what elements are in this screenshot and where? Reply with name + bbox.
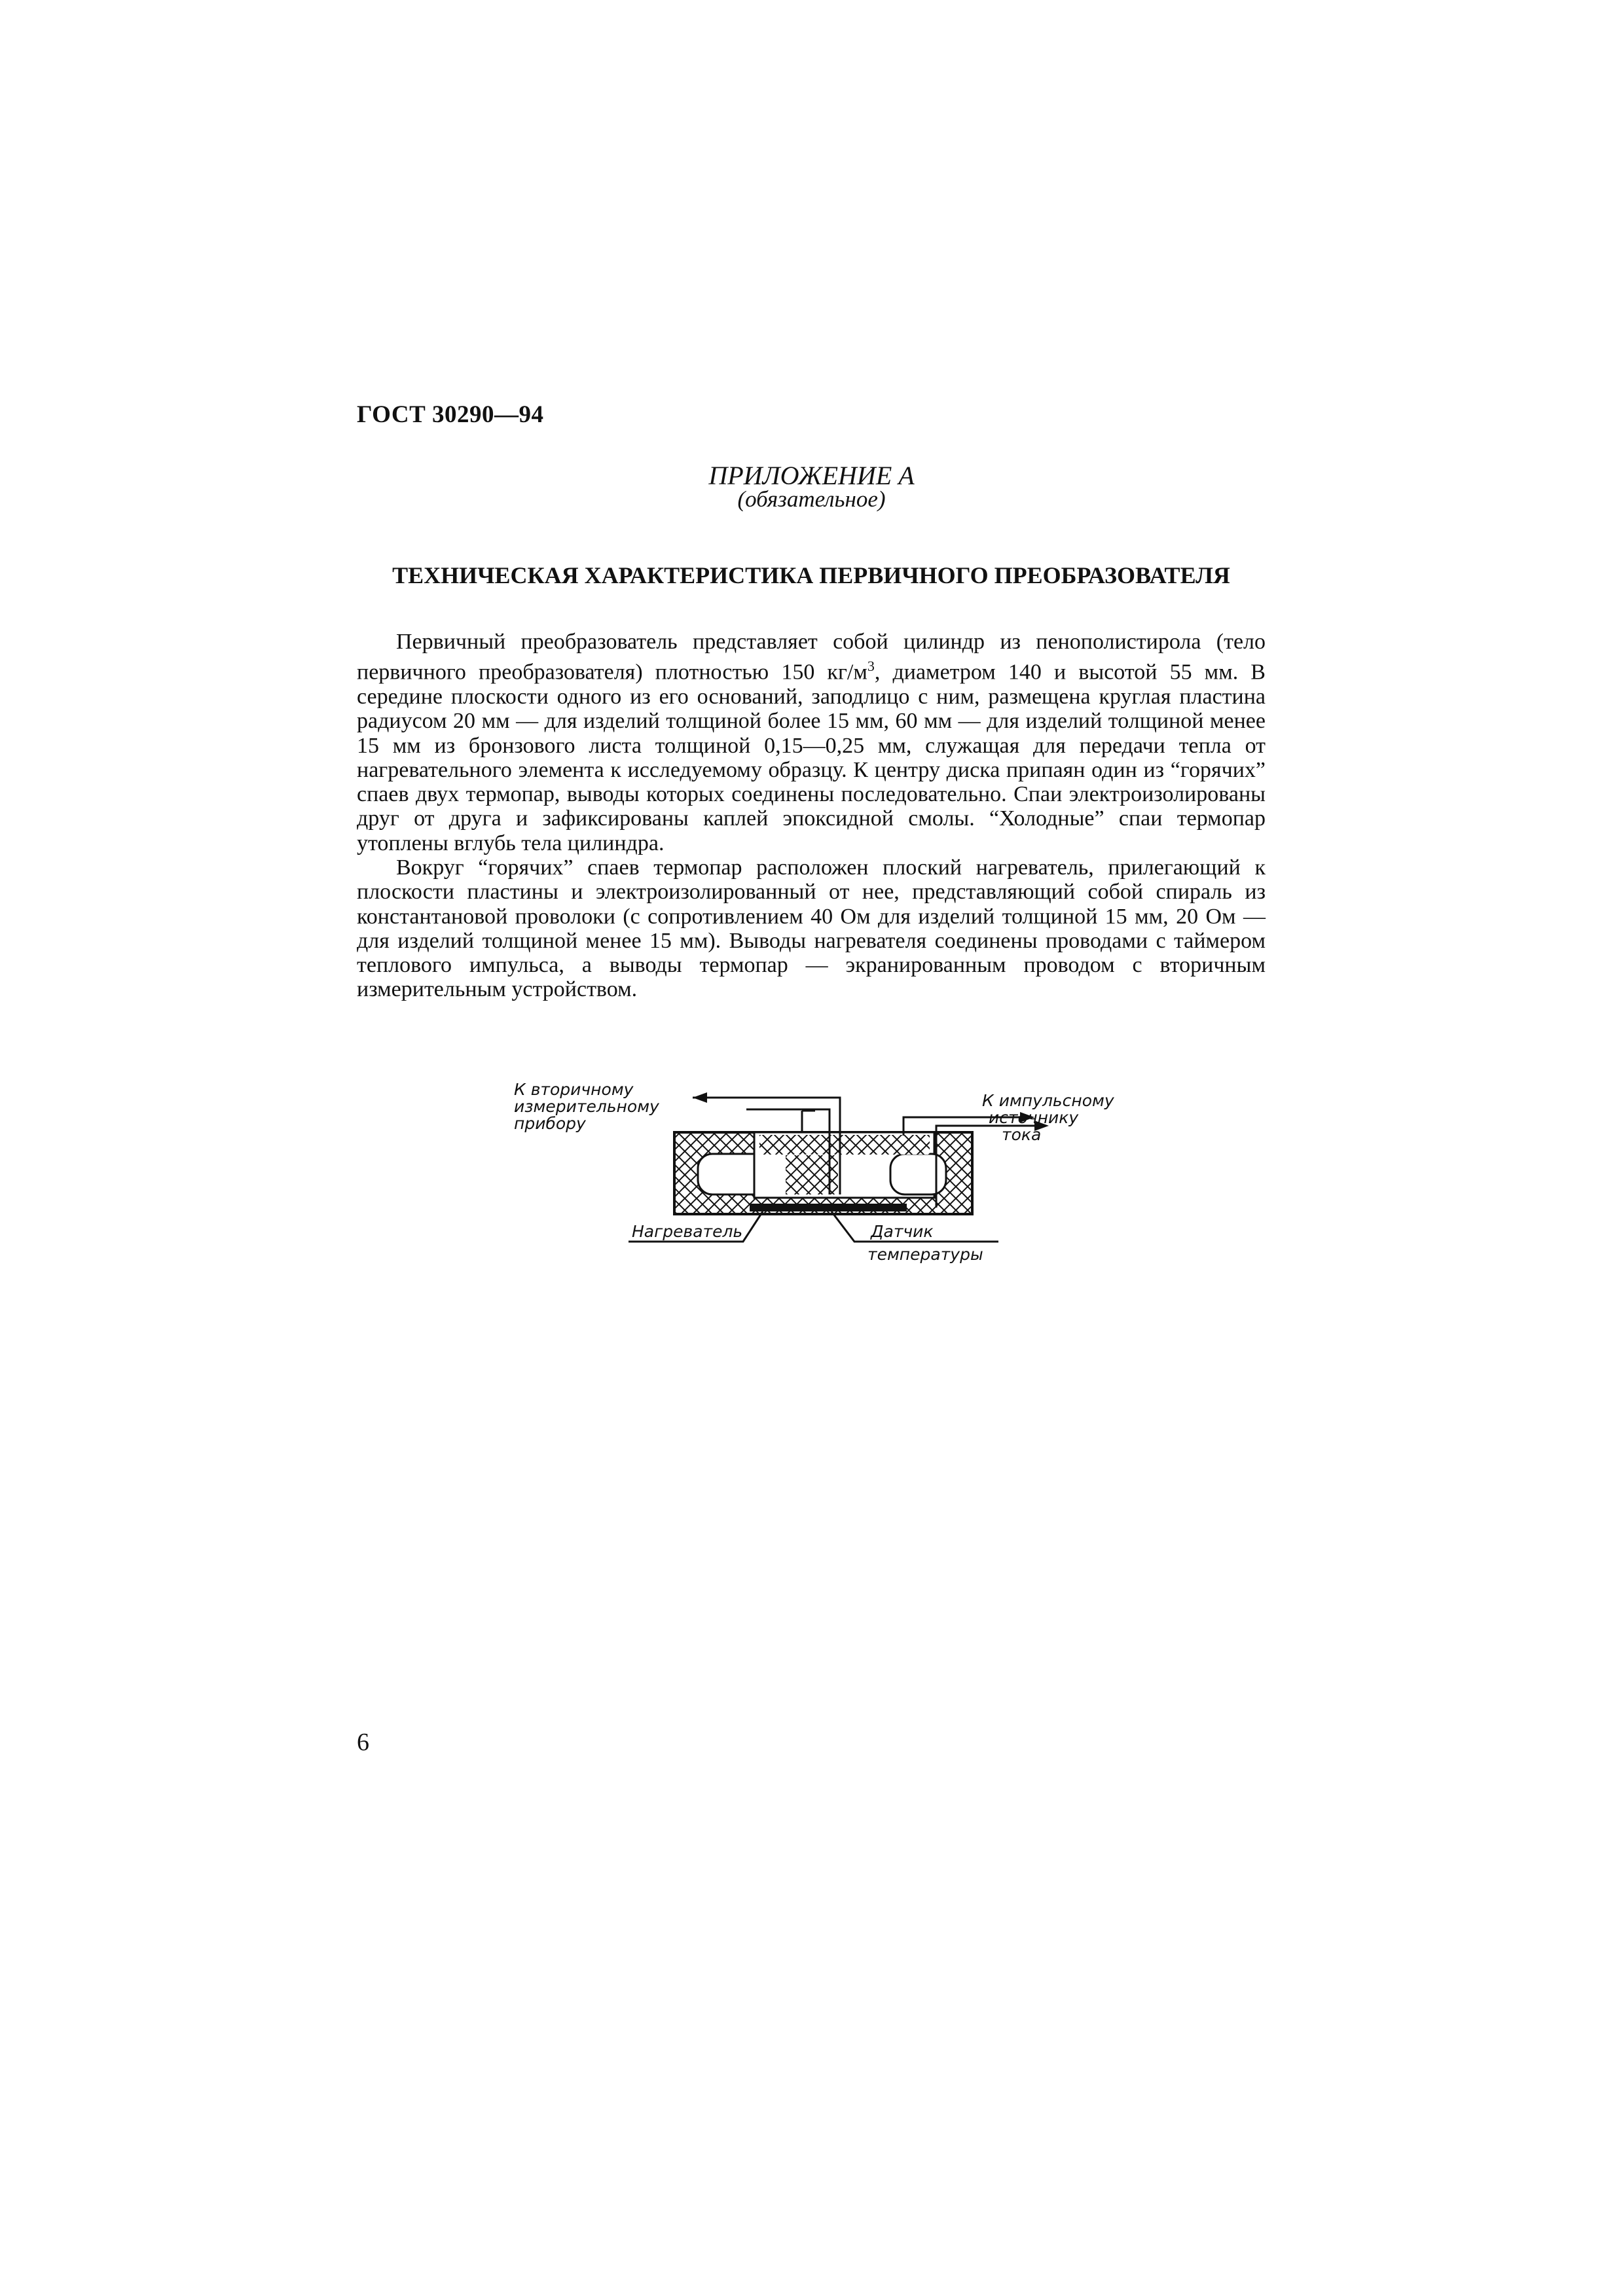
label-pulse-source-3: тока bbox=[1002, 1125, 1042, 1144]
label-secondary-instrument-2: измерительному bbox=[514, 1097, 659, 1116]
document-code: ГОСТ 30290—94 bbox=[357, 401, 544, 428]
paragraph-1-part2: , диаметром 140 и высотой 55 мм. В середине плоскости одного из его оснований, заподлицо с ним, размещена круглая пластина радиусом 20 мм — для изделий толщиной более 15 мм, 60 мм — для изделий толщиной менее 15 мм из бронзового листа толщиной 0,15—0,25 мм, служащая для передачи тепла от нагревательного элемента к исследуемому образцу. К центру диска припаян один из “горячих” спаев двух термопар, выводы которых соединены последовательно. Спаи электроизолированы друг от друга и зафиксированы каплей эпоксидной смолы. “Холодные” спаи термопар утоплены вглубь тела цилиндра. bbox=[357, 660, 1266, 855]
label-sensor-1: Датчик bbox=[871, 1222, 934, 1241]
body-text bbox=[357, 630, 1266, 1002]
label-heater: Нагреватель bbox=[632, 1222, 743, 1241]
label-secondary-instrument-1: К вторичному bbox=[514, 1080, 634, 1099]
label-pulse-source-2: источнику bbox=[989, 1108, 1079, 1127]
label-secondary-instrument-3: прибору bbox=[514, 1114, 586, 1133]
paragraph-1 bbox=[357, 630, 1266, 855]
superscript-3: 3 bbox=[867, 658, 875, 675]
appendix-status: (обязательное) bbox=[737, 486, 886, 512]
appendix-title: ПРИЛОЖЕНИЕ А bbox=[708, 461, 915, 490]
paragraph-2: Вокруг “горячих” спаев термопар расположен плоский нагреватель, прилегающий к плоскости пластины и электроизолированный от нее, представляющий собой спираль из константановой проволоки (с сопротивлением 40 Ом для изделий толщиной 15 мм, 20 Ом — для изделий толщиной менее 15 мм). Выводы нагревателя соединены проводами с таймером теплового импульса, а выводы термопар — экранированным проводом с вторичным измерительным устройством. bbox=[357, 855, 1266, 1002]
paragraph-1-part1: Первичный преобразователь представляет собой цилиндр из пенополистирола (тело первичного преобразователя) плотностью 150 кг/м bbox=[357, 630, 1266, 685]
sensor-shield bbox=[802, 1111, 815, 1132]
left-arrowhead bbox=[693, 1092, 707, 1103]
transducer-diagram bbox=[484, 1057, 1139, 1289]
right-cavity bbox=[890, 1154, 946, 1194]
label-pulse-source-1: К импульсному bbox=[982, 1091, 1114, 1110]
section-heading: ТЕХНИЧЕСКАЯ ХАРАКТЕРИСТИКА ПЕРВИЧНОГО ПРЕОБРАЗОВАТЕЛЯ bbox=[392, 562, 1230, 588]
center-hatch-top bbox=[759, 1135, 930, 1155]
label-sensor-2: температуры bbox=[867, 1245, 983, 1264]
heater-plate bbox=[750, 1204, 907, 1211]
page-number: 6 bbox=[357, 1729, 369, 1756]
